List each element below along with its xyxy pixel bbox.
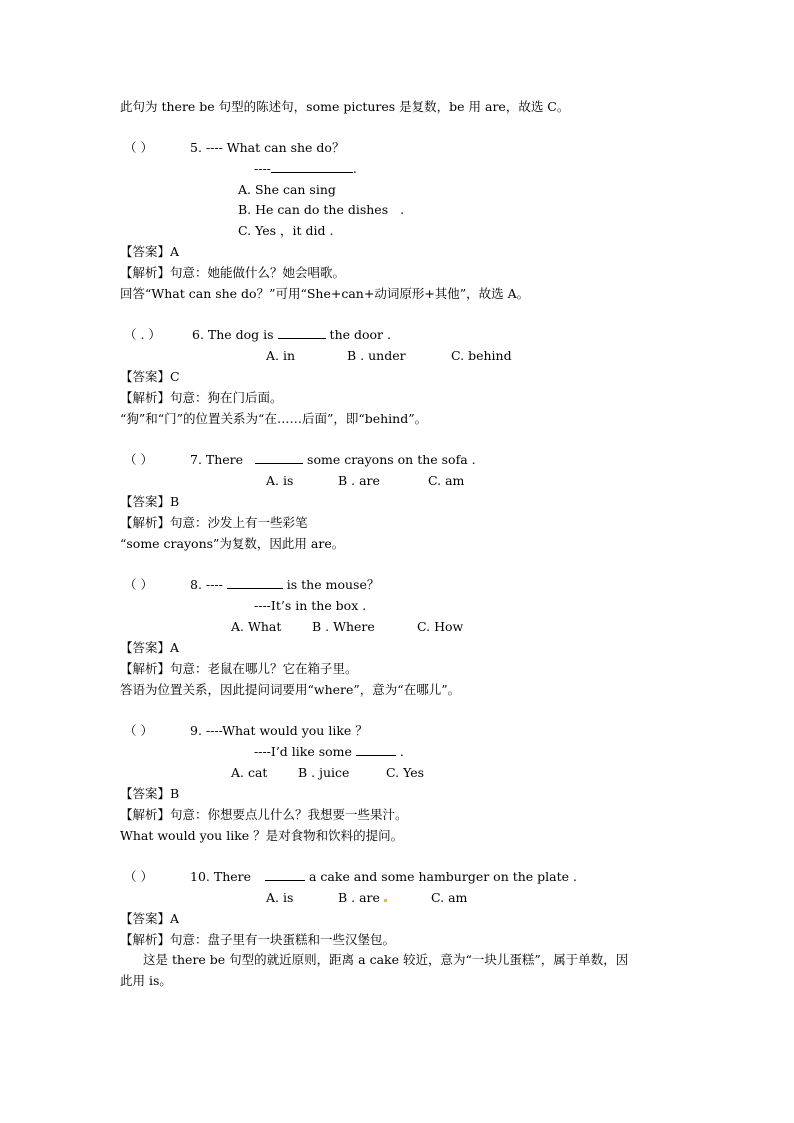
q10-option-b (338, 890, 387, 906)
q5-option-a: A. She can sing (238, 182, 336, 197)
q8-note: 答语为位置关系，因此提问词要用“where”，意为“在哪儿”。 (120, 682, 461, 697)
q6-note: “狗”和“门”的位置关系为“在……后面”，即“behind”。 (120, 411, 428, 426)
q8-option-a: A. What (231, 619, 282, 634)
q9-reply (254, 744, 404, 760)
q6-answer-blank (278, 327, 326, 339)
q6-paren: （ . ） (124, 327, 161, 342)
q8-option-b: B . Where (312, 619, 375, 634)
q9-reply-post: . (399, 744, 404, 759)
q5-reply (254, 161, 357, 177)
q10-stem (190, 869, 577, 885)
q9-option-a: A. cat (231, 765, 268, 780)
q5-option-b (238, 202, 404, 218)
q10-paren: （ ） (124, 869, 153, 884)
q8-stem (190, 577, 379, 593)
q8-stem-post: is the mouse？ (286, 577, 380, 592)
q7-option-c: C. am (428, 473, 465, 488)
q10-answer-blank (265, 869, 305, 881)
q7-option-b: B . are (338, 473, 380, 488)
q5-answer: 【答案】A (120, 244, 180, 259)
q9-stem: 9. ----What would you like ？ (190, 723, 368, 738)
q8-answer-blank (227, 577, 283, 589)
q5-analysis: 【解析】句意：她能做什么？她会唱歌。 (120, 265, 346, 280)
q7-stem-post: some crayons on the sofa . (307, 452, 476, 467)
q7-note: “some crayons”为复数，因此用 are。 (120, 536, 345, 551)
q9-answer-blank (356, 744, 396, 756)
q10-note-line1: 这是 there be 句型的就近原则，距离 a cake 较近，意为“一块儿蛋糕”，属于单数，因 (143, 952, 629, 967)
q8-reply: ----It’s in the box . (254, 598, 367, 613)
q5-option-b-text: B. He can do the dishes (238, 202, 389, 217)
q10-answer: 【答案】A (120, 911, 180, 926)
q7-stem-pre: 7. There (190, 452, 244, 467)
q8-paren: （ ） (124, 577, 153, 592)
q5-answer-blank (271, 161, 353, 173)
q7-paren: （ ） (124, 452, 153, 467)
highlight-mark (384, 899, 387, 902)
q8-answer: 【答案】A (120, 640, 180, 655)
q6-option-c: C. behind (451, 348, 512, 363)
q8-stem-pre: 8. ---- (190, 577, 223, 592)
q7-answer: 【答案】B (120, 494, 180, 509)
q9-reply-pre: ----I’d like some (254, 744, 352, 759)
intro-text: 此句为 there be 句型的陈述句，some pictures 是复数，be 用 are，故选 C。 (120, 99, 570, 114)
q5-option-b-tail: . (400, 202, 405, 217)
q9-option-c: C. Yes (386, 765, 425, 780)
q9-note: What would you like ？是对食物和饮料的提问。 (120, 828, 404, 843)
q5-reply-suffix: . (352, 161, 357, 176)
q6-answer: 【答案】C (120, 369, 180, 384)
q10-option-a: A. is (266, 890, 294, 905)
q6-analysis: 【解析】句意：狗在门后面。 (120, 390, 283, 405)
q10-note-line2: 此用 is。 (120, 973, 172, 988)
q10-analysis: 【解析】句意：盘子里有一块蛋糕和一些汉堡包。 (120, 932, 396, 947)
q7-answer-blank (255, 452, 303, 464)
q5-paren: （ ） (124, 140, 153, 155)
q10-option-c: C. am (431, 890, 468, 905)
q5-stem: 5. ---- What can she do？ (190, 140, 345, 155)
q6-stem-pre: 6. The dog is (192, 327, 274, 342)
q10-stem-post: a cake and some hamburger on the plate . (308, 869, 577, 884)
q6-option-b: B . under (347, 348, 406, 363)
q6-option-a: A. in (266, 348, 296, 363)
q5-option-c: C. Yes ，it did . (238, 223, 334, 238)
q6-stem (192, 327, 391, 343)
q9-paren: （ ） (124, 723, 153, 738)
q10-stem-pre: 10. There (190, 869, 252, 884)
q5-note: 回答“What can she do？”可用“She+can+动词原形+其他”，故选 A。 (120, 286, 530, 301)
q8-analysis: 【解析】句意：老鼠在哪儿？它在箱子里。 (120, 661, 358, 676)
q7-stem (190, 452, 476, 468)
q8-option-c: C. How (417, 619, 464, 634)
q5-reply-prefix: ---- (254, 161, 271, 176)
q6-stem-post: the door . (329, 327, 391, 342)
q10-option-b-text: B . are (338, 890, 380, 905)
q9-analysis: 【解析】句意：你想要点儿什么？我想要一些果汁。 (120, 807, 408, 822)
q9-answer: 【答案】B (120, 786, 180, 801)
q9-option-b: B . juice (298, 765, 350, 780)
q7-analysis: 【解析】句意：沙发上有一些彩笔 (120, 515, 308, 530)
q7-option-a: A. is (266, 473, 294, 488)
